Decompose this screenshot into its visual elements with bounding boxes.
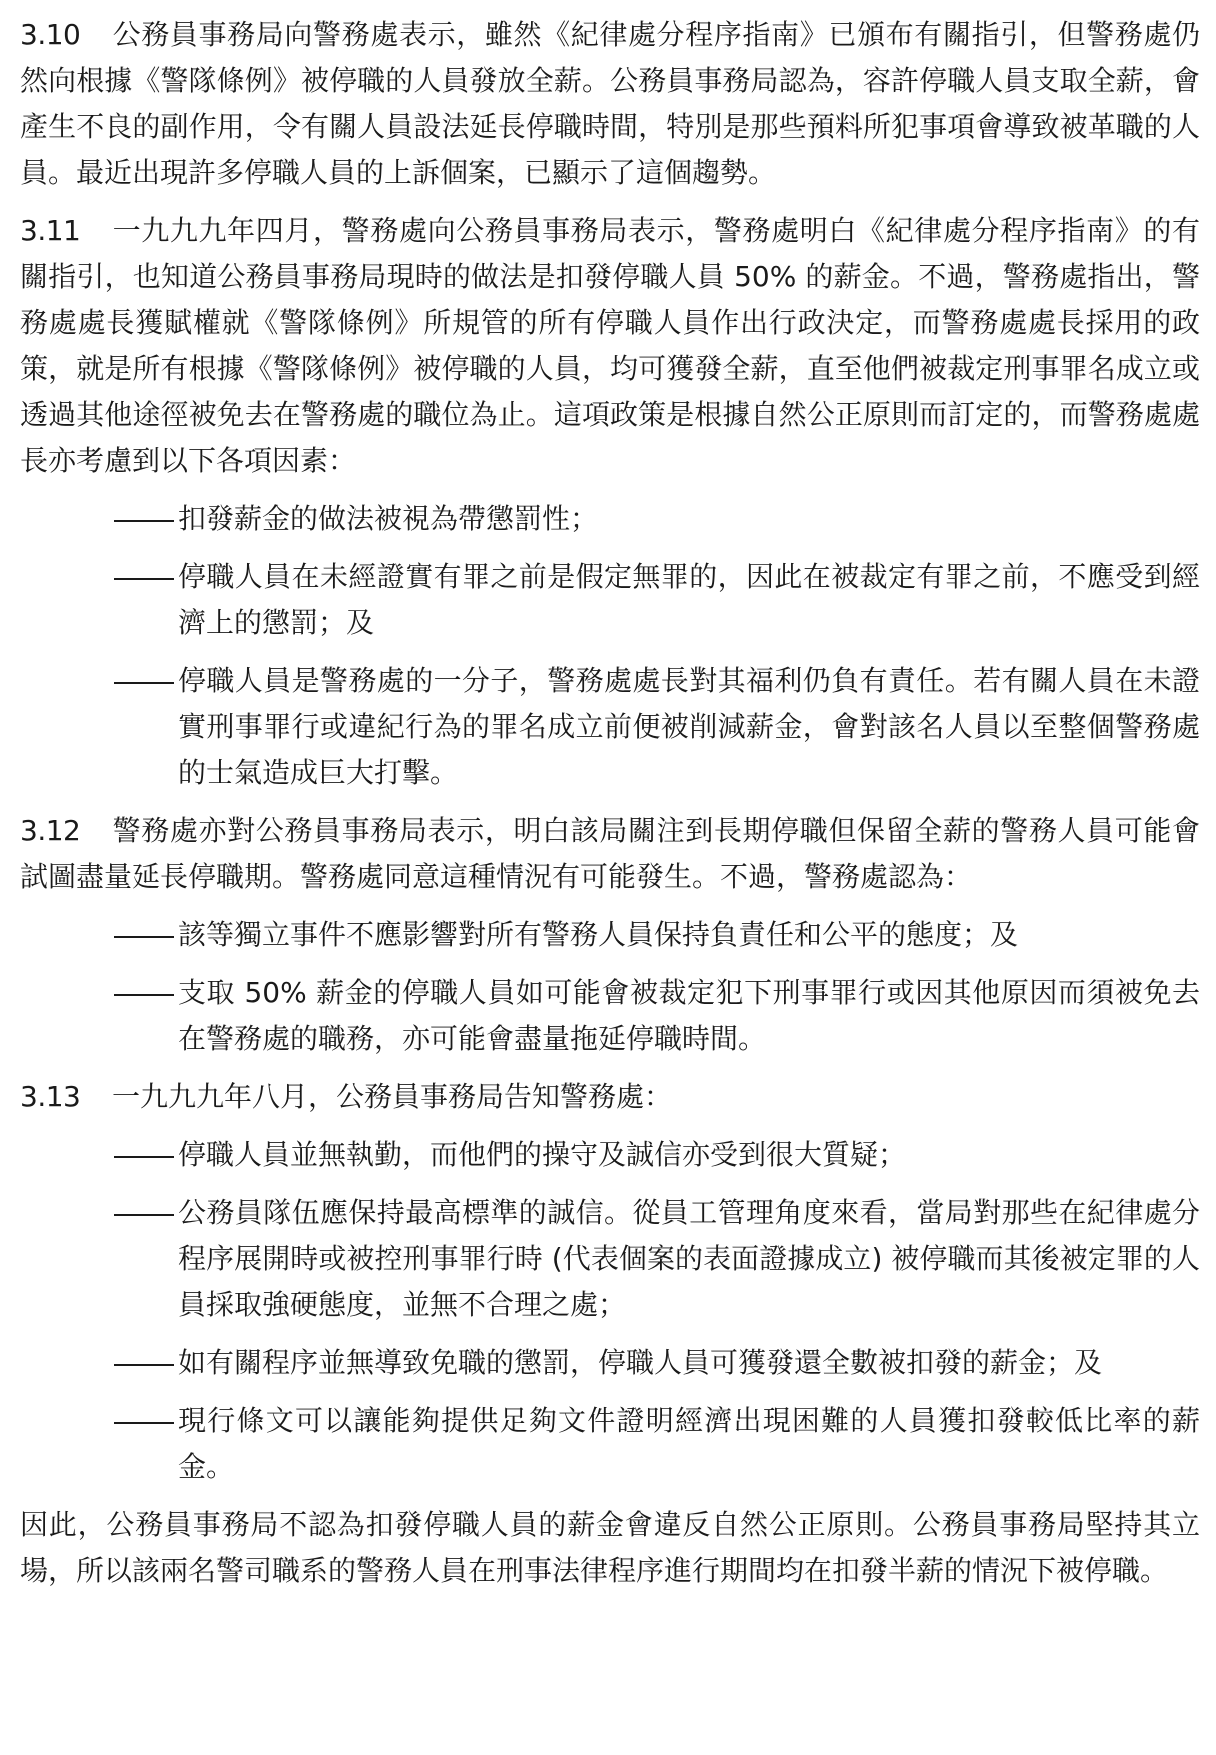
paragraph-3-11 (20, 208, 1200, 484)
list-item (20, 1340, 1200, 1386)
list-item-text: 扣發薪金的做法被視為帶懲罰性； (178, 502, 599, 535)
paragraph-number: 3.10 (20, 18, 81, 51)
bullet-list-3-13 (20, 1132, 1200, 1490)
paragraph-3-10 (20, 12, 1200, 196)
list-item-text: 公務員隊伍應保持最高標準的誠信。從員工管理角度來看，當局對那些在紀律處分程序展開時或被控刑事罪行時 (代表個案的表面證據成立) 被停職而其後被定罪的人員採取強硬態度，並無不合理之處； (178, 1196, 1200, 1321)
paragraph-number: 3.13 (20, 1080, 81, 1113)
paragraph-text: 一九九九年四月，警務處向公務員事務局表示，警務處明白《紀律處分程序指南》的有關指引，也知道公務員事務局現時的做法是扣發停職人員 50% 的薪金。不過，警務處指出，警務處處長獲賦權就《警隊條例》所規管的所有停職人員作出行政決定，而警務處處長採用的政策，就是所有根據《警隊條例》被停職的人員，均可獲發全薪，直至他們被裁定刑事罪名成立或透過其他途徑被免去在警務處的職位為止。這項政策是根據自然公正原則而訂定的，而警務處處長亦考慮到以下各項因素： (20, 214, 1200, 477)
em-dash (112, 1398, 176, 1444)
list-item-text: 停職人員並無執勤，而他們的操守及誠信亦受到很大質疑； (178, 1138, 907, 1171)
list-item-text: 如有關程序並無導致免職的懲罰，停職人員可獲發還全數被扣發的薪金；及 (178, 1346, 1103, 1379)
em-dash (112, 912, 176, 958)
em-dash (112, 658, 176, 704)
list-item (20, 1132, 1200, 1178)
paragraph-text: 一九九九年八月，公務員事務局告知警務處： (112, 1080, 673, 1113)
list-item (20, 912, 1200, 958)
paragraph-3-13 (20, 1074, 1200, 1120)
paragraph-3-12 (20, 808, 1200, 900)
list-item-text: 支取 50% 薪金的停職人員如可能會被裁定犯下刑事罪行或因其他原因而須被免去在警務處的職務，亦可能會盡量拖延停職時間。 (178, 976, 1200, 1055)
paragraph-number: 3.12 (20, 814, 81, 847)
em-dash (112, 554, 176, 600)
list-item-text: 現行條文可以讓能夠提供足夠文件證明經濟出現困難的人員獲扣發較低比率的薪金。 (178, 1404, 1200, 1483)
paragraph-number: 3.11 (20, 214, 81, 247)
paragraph-text: 公務員事務局向警務處表示，雖然《紀律處分程序指南》已頒布有關指引，但警務處仍然向根據《警隊條例》被停職的人員發放全薪。公務員事務局認為，容許停職人員支取全薪，會產生不良的副作用，令有關人員設法延長停職時間，特別是那些預料所犯事項會導致被革職的人員。最近出現許多停職人員的上訴個案，已顯示了這個趨勢。 (20, 18, 1200, 189)
em-dash (112, 1132, 176, 1178)
list-item (20, 554, 1200, 646)
list-item (20, 970, 1200, 1062)
em-dash (112, 970, 176, 1016)
closing-paragraph (20, 1502, 1200, 1594)
paragraph-text: 因此，公務員事務局不認為扣發停職人員的薪金會違反自然公正原則。公務員事務局堅持其立場，所以該兩名警司職系的警務人員在刑事法律程序進行期間均在扣發半薪的情況下被停職。 (20, 1508, 1200, 1587)
list-item (20, 1190, 1200, 1328)
em-dash (112, 1340, 176, 1386)
em-dash (112, 496, 176, 542)
list-item (20, 1398, 1200, 1490)
list-item-text: 停職人員在未經證實有罪之前是假定無罪的，因此在被裁定有罪之前，不應受到經濟上的懲罰；及 (178, 560, 1200, 639)
em-dash (112, 1190, 176, 1236)
document-page (20, 12, 1200, 1606)
bullet-list-3-11 (20, 496, 1200, 796)
list-item (20, 496, 1200, 542)
list-item-text: 停職人員是警務處的一分子，警務處處長對其福利仍負有責任。若有關人員在未證實刑事罪行或違紀行為的罪名成立前便被削減薪金，會對該名人員以至整個警務處的士氣造成巨大打擊。 (178, 664, 1200, 789)
bullet-list-3-12 (20, 912, 1200, 1062)
list-item-text: 該等獨立事件不應影響對所有警務人員保持負責任和公平的態度；及 (178, 918, 1019, 951)
paragraph-text: 警務處亦對公務員事務局表示，明白該局關注到長期停職但保留全薪的警務人員可能會試圖盡量延長停職期。警務處同意這種情況有可能發生。不過，警務處認為： (20, 814, 1200, 893)
list-item (20, 658, 1200, 796)
